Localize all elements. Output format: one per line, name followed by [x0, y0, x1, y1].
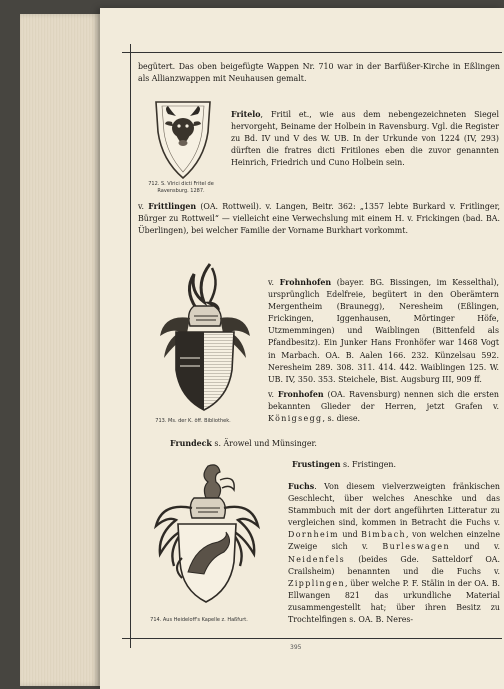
frittlingen-prefix: v. — [138, 202, 145, 211]
entry-fronhofen — [268, 389, 499, 425]
fuchs-body-2: und — [338, 530, 362, 540]
top-rule — [122, 52, 502, 53]
entry-frustingen — [292, 459, 492, 471]
entry-fritelo — [231, 109, 499, 169]
fuchs-body-1: . Von diesem vielverzweigten fränkischen Geschlecht, über welches Aneschke und das Stammbuch mit der dort angeführten Litteratur zu vergleichen sind, kommen in Betracht die Fuchs v. — [288, 482, 500, 528]
book-page — [100, 8, 504, 689]
caption-714: 714. Aus Heideloff's Kapelle z. Haßfurt. — [150, 617, 248, 623]
page-stack-edge — [20, 14, 102, 686]
coat-of-arms-714 — [148, 462, 264, 608]
frohnhofen-body: (bayer. BG. Bissingen, im Kesselthal), ursprünglich Edelfreie, begütert in den Oberämtern Mergentheim (Braunegg), Neresheim (Eßlingen, Frickingen, Iggenhausen, Mörtinger Höfe, Utzmemmingen) und Waiblingen (Bittenfeld als Pfandbesitz). Ein Junker Hans Fronhöfer war 1468 Vogt in Marbach. OA. B. Aalen 166. 232. Künzelsau 592. Neresheim 289. 308. 311. 414. 442. Waiblingen 125. W. UB. IV, 350. 353. Steichele, Bist. Augsburg III, 909 ff. — [268, 278, 499, 384]
fronhofen-prefix: v. — [268, 390, 275, 399]
fuchs-spaced-3: Burleswagen — [382, 542, 450, 552]
fuchs-spaced-1: Dornheim — [288, 530, 339, 540]
frustingen-body: s. Fristingen. — [340, 460, 396, 469]
fuchs-spaced-2: Bimbach — [361, 530, 407, 540]
fronhofen-body-2: , s. diese. — [322, 414, 361, 424]
fronhofen-body-1: (OA. Ravensburg) nennen sich die ersten bekannten Glieder der Herren, jetzt Grafen v. — [268, 390, 499, 412]
top-paragraph: begütert. Das oben beigefügte Wappen Nr. 710 war in der Barfüßer-Kirche in Eßlingen als Allianzwappen mit Neuhausen gemalt. — [138, 62, 500, 84]
fritelo-body: , Fritil et., wie aus dem nebengezeichneten Siegel hervorgeht, Beiname der Holbein in Ravensburg. Vgl. die Register zu Bd. IV und V des W. UB. In der Urkunde von 1224 (IV, 293) dürften die fratres dicti Fritilones eben die zuvor genannten Heinrich, Friedrich und Cuno Holbein sein. — [231, 110, 499, 168]
entry-fuchs — [288, 481, 500, 626]
frundeck-body: s. Ärowel und Münsinger. — [211, 439, 317, 448]
page-number: 395 — [290, 644, 302, 651]
seal-figure-712 — [152, 98, 214, 180]
fuchs-body-5: (beides Gde. Satteldorf OA. Crailsheim) benannten und die Fuchs v. — [288, 554, 500, 576]
left-rule — [130, 44, 131, 648]
headword-fronhofen: Fronhofen — [277, 390, 324, 399]
entry-frittlingen — [138, 201, 500, 237]
fuchs-spaced-4: Neidenfels — [288, 554, 346, 564]
headword-frundeck: Frundeck — [170, 439, 212, 448]
fuchs-body-4: und v. — [449, 542, 501, 552]
caption-713: 713. Ms. der K. öff. Bibliothek. — [155, 418, 231, 424]
entry-frundeck — [170, 438, 470, 450]
fuchs-body-6: , über welche P. F. Stälin in der OA. B. Ellwangen 821 das urkundliche Material zusammengestellt hat; über ihren Besitz zu Trochtelfingen s. OA. B. Neres- — [288, 578, 500, 625]
headword-frustingen: Frustingen — [292, 460, 341, 469]
caption-712: 712. S. Vlrici dicti Fritel de Ravensburg. 1287. — [148, 181, 214, 194]
headword-frohnhofen: Frohnhofen — [279, 278, 332, 287]
coat-of-arms-713 — [150, 262, 258, 414]
frohnhofen-prefix: v. — [268, 278, 275, 287]
headword-frittlingen: Frittlingen — [148, 202, 197, 211]
headword-fritelo: Fritelo — [231, 110, 261, 119]
helmet-crest-icon — [150, 262, 258, 414]
entry-frohnhofen — [268, 277, 499, 386]
frittlingen-body: (OA. Rottweil). v. Langen, Beitr. 362: „1357 lebte Burkard v. Fritlinger, Bürger zu Rottweil“ — vielleicht eine Verwechslung mit einem H. v. Frickingen (bad. BA. Überlingen), bei welcher Familie der Vorname Burkhart vorkommt. — [138, 202, 501, 236]
fuchs-spaced-5: Zipplingen — [288, 578, 346, 588]
bottom-rule — [122, 638, 502, 639]
fronhofen-spaced-name: Königsegg — [268, 414, 323, 424]
fuchs-body-3: , von welchen einzelne Zweige sich v. — [288, 530, 501, 552]
bull-head-seal-icon — [152, 98, 214, 180]
headword-fuchs: Fuchs — [288, 482, 315, 491]
fox-crest-icon — [148, 462, 264, 608]
